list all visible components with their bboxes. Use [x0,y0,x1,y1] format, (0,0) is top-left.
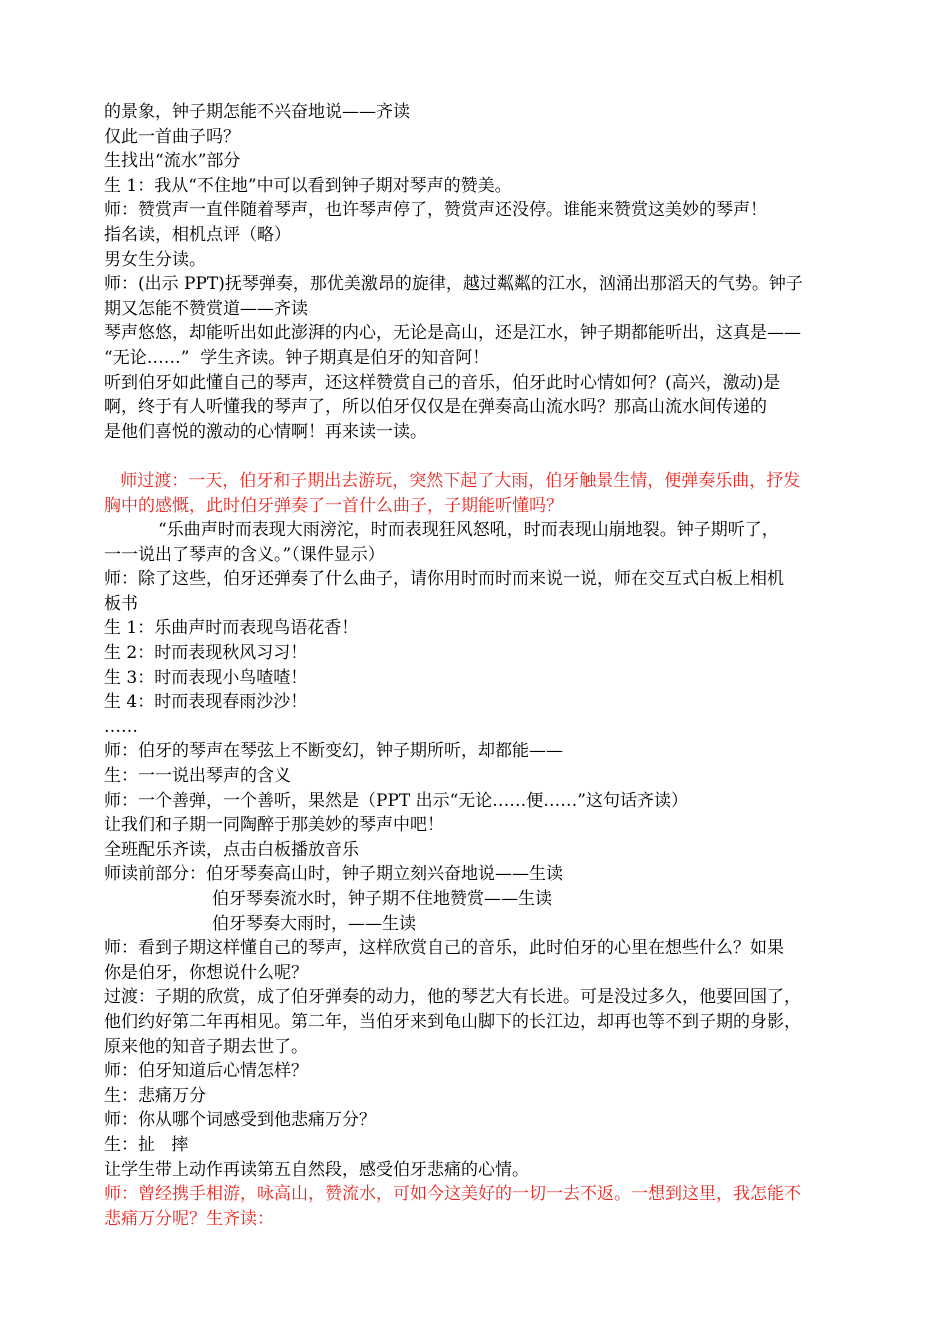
text-line: 让我们和子期一同陶醉于那美妙的琴声中吧！ [104,815,444,836]
text-line: …… [104,716,138,737]
text-line: 过渡：子期的欣赏，成了伯牙弹奏的动力，他的琴艺大有长进。可是没过多久，他要回国了， [104,987,801,1008]
red-transition-block [104,469,856,518]
text-line: 生 3：时而表现小鸟喳喳！ [104,667,308,688]
text-line: 琴声悠悠，却能听出如此澎湃的内心，无论是高山，还是江水，钟子期都能听出，这真是—— [104,323,801,344]
blank-line [104,444,856,469]
text-line: 生 2：时而表现秋风习习！ [104,643,308,664]
text-line: 生 1：我从“不住地”中可以看到钟子期对琴声的赞美。 [104,175,512,196]
paragraph-block-2 [104,518,856,936]
text-line: 他们约好第二年再相见。第二年，当伯牙来到龟山脚下的长江边，却再也等不到子期的身影， [104,1011,801,1032]
text-line: 师：伯牙的琴声在琴弦上不断变幻，钟子期所听，却都能—— [104,741,563,762]
text-line: 男女生分读。 [104,249,206,270]
red-ending-block [104,1182,856,1231]
text-line: 生找出“流水”部分 [104,151,241,172]
text-line: 是他们喜悦的激动的心情啊！再来读一读。 [104,421,427,442]
text-line: 师：你从哪个词感受到他悲痛万分？ [104,1110,376,1131]
text-line: “乐曲声时而表现大雨滂沱，时而表现狂风怒吼，时而表现山崩地裂。钟子期听了， [104,520,779,541]
text-line: 师：(出示 PPT)抚琴弹奏，那优美激昂的旋律，越过粼粼的江水，汹涌出那滔天的气势。钟子 [104,274,803,295]
paragraph-block-3 [104,936,856,1182]
text-line: 仅此一首曲子吗？ [104,126,240,147]
text-line: 生：一一说出琴声的含义 [104,766,291,787]
red-text-line: 师过渡：一天，伯牙和子期出去游玩，突然下起了大雨，伯牙触景生情，便弹奏乐曲，抒发 [104,470,801,491]
text-line: 你是伯牙，你想说什么呢？ [104,962,308,983]
text-line: 指名读，相机点评（略） [104,224,291,245]
red-text-line: 师：曾经携手相游，咏高山，赞流水，可如今这美好的一切一去不返。一想到这里，我怎能不 [104,1184,801,1205]
text-line: 期又怎能不赞赏道——齐读 [104,298,308,319]
text-line: 生 4：时而表现春雨沙沙！ [104,692,308,713]
text-line: 师：伯牙知道后心情怎样？ [104,1061,308,1082]
text-line: 生：悲痛万分 [104,1085,206,1106]
document-page [104,100,856,1231]
paragraph-block-1 [104,100,856,444]
text-line: 听到伯牙如此懂自己的琴声，还这样赞赏自己的音乐，伯牙此时心情如何？(高兴，激动)是 [104,372,781,393]
text-line: 板书 [104,593,138,614]
text-line: 的景象，钟子期怎能不兴奋地说——齐读 [104,102,410,122]
text-line: 生 1：乐曲声时而表现鸟语花香！ [104,618,359,639]
text-line: 原来他的知音子期去世了。 [104,1036,308,1057]
red-text-line: 悲痛万分呢？生齐读： [104,1208,274,1229]
text-line: 生：扯 摔 [104,1134,189,1155]
text-line: 啊，终于有人听懂我的琴声了，所以伯牙仅仅是在弹奏高山流水吗？那高山流水间传递的 [104,397,767,418]
text-line: “无论……” 学生齐读。钟子期真是伯牙的知音阿！ [104,347,490,368]
indented-text-line: 伯牙琴奏大雨时，——生读 [212,913,416,934]
text-line: 师读前部分：伯牙琴奏高山时，钟子期立刻兴奋地说——生读 [104,864,563,885]
text-line: 一一说出了琴声的含义。”（课件显示） [104,544,385,565]
red-text-line: 胸中的感慨，此时伯牙弹奏了一首什么曲子，子期能听懂吗？ [104,495,563,516]
text-line: 让学生带上动作再读第五自然段，感受伯牙悲痛的心情。 [104,1159,529,1180]
text-line: 师：赞赏声一直伴随着琴声，也许琴声停了，赞赏声还没停。谁能来赞赏这美妙的琴声！ [104,200,767,221]
text-line: 师：看到子期这样懂自己的琴声，这样欣赏自己的音乐，此时伯牙的心里在想些什么？如果 [104,938,784,959]
text-line: 师：除了这些，伯牙还弹奏了什么曲子，请你用时而时而来说一说，师在交互式白板上相机 [104,569,784,590]
text-line: 师：一个善弹，一个善听，果然是（PPT 出示“无论……便……”这句话齐读） [104,790,689,811]
text-line: 全班配乐齐读，点击白板播放音乐 [104,839,359,860]
indented-text-line: 伯牙琴奏流水时，钟子期不住地赞赏——生读 [212,889,552,909]
